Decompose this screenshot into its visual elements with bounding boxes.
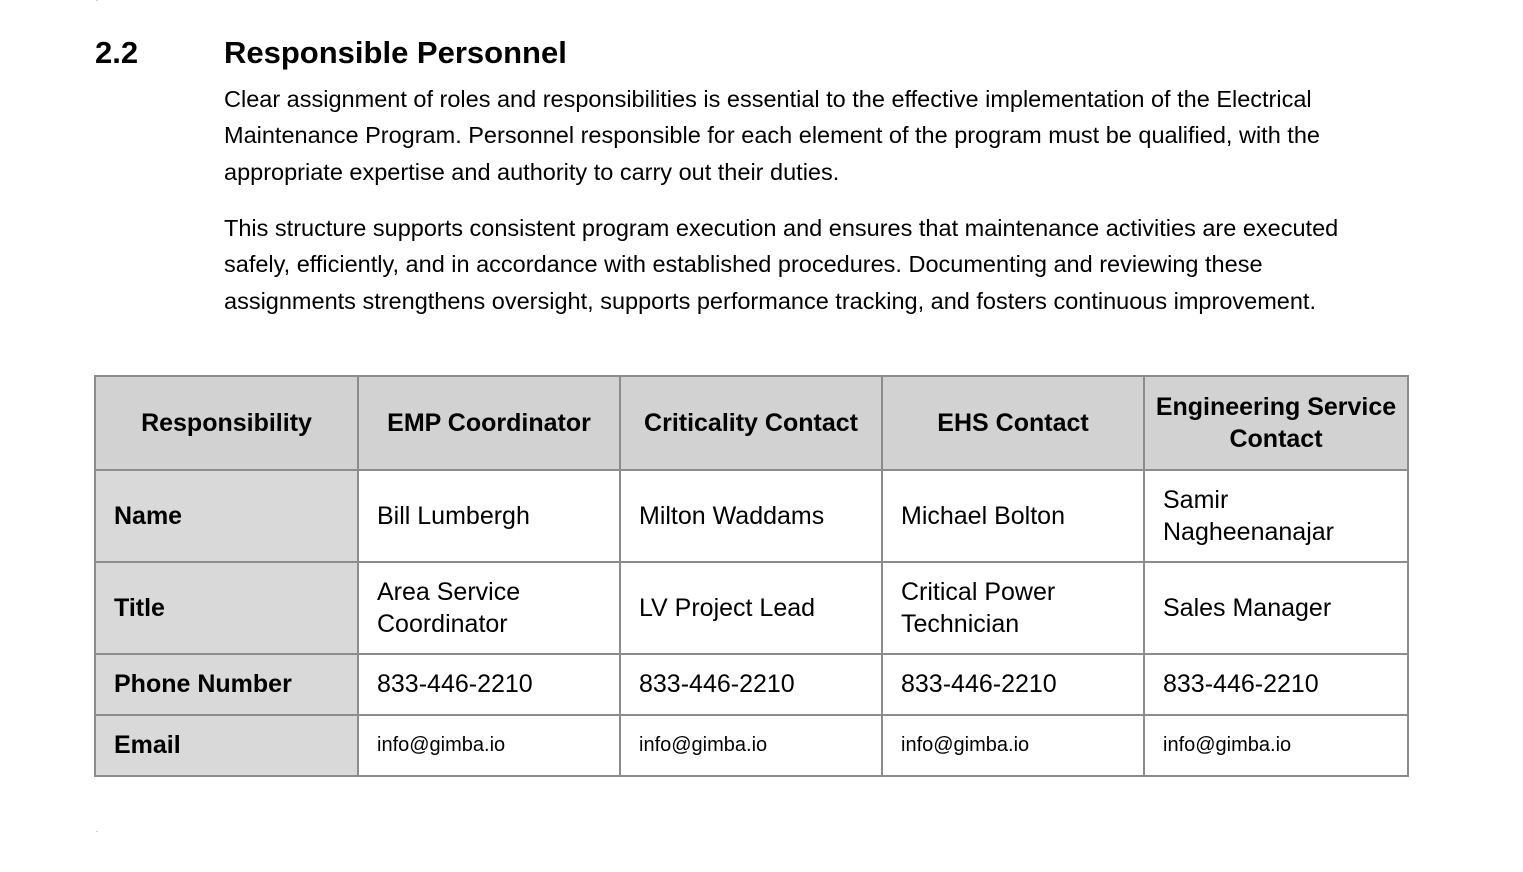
responsible-personnel-table	[94, 375, 1409, 777]
cell-title-criticality-contact: LV Project Lead	[620, 562, 882, 654]
row-label-name: Name	[95, 470, 358, 562]
cell-phone-engineering-service-contact: 833-446-2210	[1144, 654, 1408, 715]
cell-title-engineering-service-contact: Sales Manager	[1144, 562, 1408, 654]
table-header-row	[95, 376, 1408, 470]
cell-email-engineering-service-contact: info@gimba.io	[1144, 715, 1408, 776]
header-criticality-contact: Criticality Contact	[620, 376, 882, 470]
row-label-title: Title	[95, 562, 358, 654]
header-ehs-contact: EHS Contact	[882, 376, 1144, 470]
paragraph-structure: This structure supports consistent program execution and ensures that maintenance activities are executed safely, efficiently, and in accordance with established procedures. Documenting and reviewing these assignments strengthens oversight, supports performance tracking, and fosters continuous improvement.	[224, 215, 1339, 314]
cell-email-emp-coordinator: info@gimba.io	[358, 715, 620, 776]
section-title: Responsible Personnel	[224, 35, 567, 70]
table-row-title	[95, 562, 1408, 654]
cell-phone-ehs-contact: 833-446-2210	[882, 654, 1144, 715]
page-mark	[96, 831, 98, 832]
cell-phone-emp-coordinator: 833-446-2210	[358, 654, 620, 715]
cell-name-criticality-contact: Milton Waddams	[620, 470, 882, 562]
cell-email-criticality-contact: info@gimba.io	[620, 715, 882, 776]
header-emp-coordinator: EMP Coordinator	[358, 376, 620, 470]
header-engineering-service-contact: Engineering Service Contact	[1144, 376, 1408, 470]
row-label-phone: Phone Number	[95, 654, 358, 715]
cell-phone-criticality-contact: 833-446-2210	[620, 654, 882, 715]
paragraph-intro: Clear assignment of roles and responsibilities is essential to the effective implementation of the Electrical Maintenance Program. Personnel responsible for each element of the program must be qualified, with the appropriate expertise and authority to carry out their duties.	[224, 86, 1320, 185]
page-mark	[96, 0, 98, 1]
header-responsibility: Responsibility	[95, 376, 358, 470]
table-row-name	[95, 470, 1408, 562]
table-row-email	[95, 715, 1408, 776]
cell-name-engineering-service-contact: Samir Nagheenanajar	[1144, 470, 1408, 562]
section-number: 2.2	[95, 35, 139, 70]
row-label-email: Email	[95, 715, 358, 776]
cell-email-ehs-contact: info@gimba.io	[882, 715, 1144, 776]
cell-title-emp-coordinator: Area Service Coordinator	[358, 562, 620, 654]
cell-title-ehs-contact: Critical Power Technician	[882, 562, 1144, 654]
table-row-phone	[95, 654, 1408, 715]
cell-name-ehs-contact: Michael Bolton	[882, 470, 1144, 562]
cell-name-emp-coordinator: Bill Lumbergh	[358, 470, 620, 562]
